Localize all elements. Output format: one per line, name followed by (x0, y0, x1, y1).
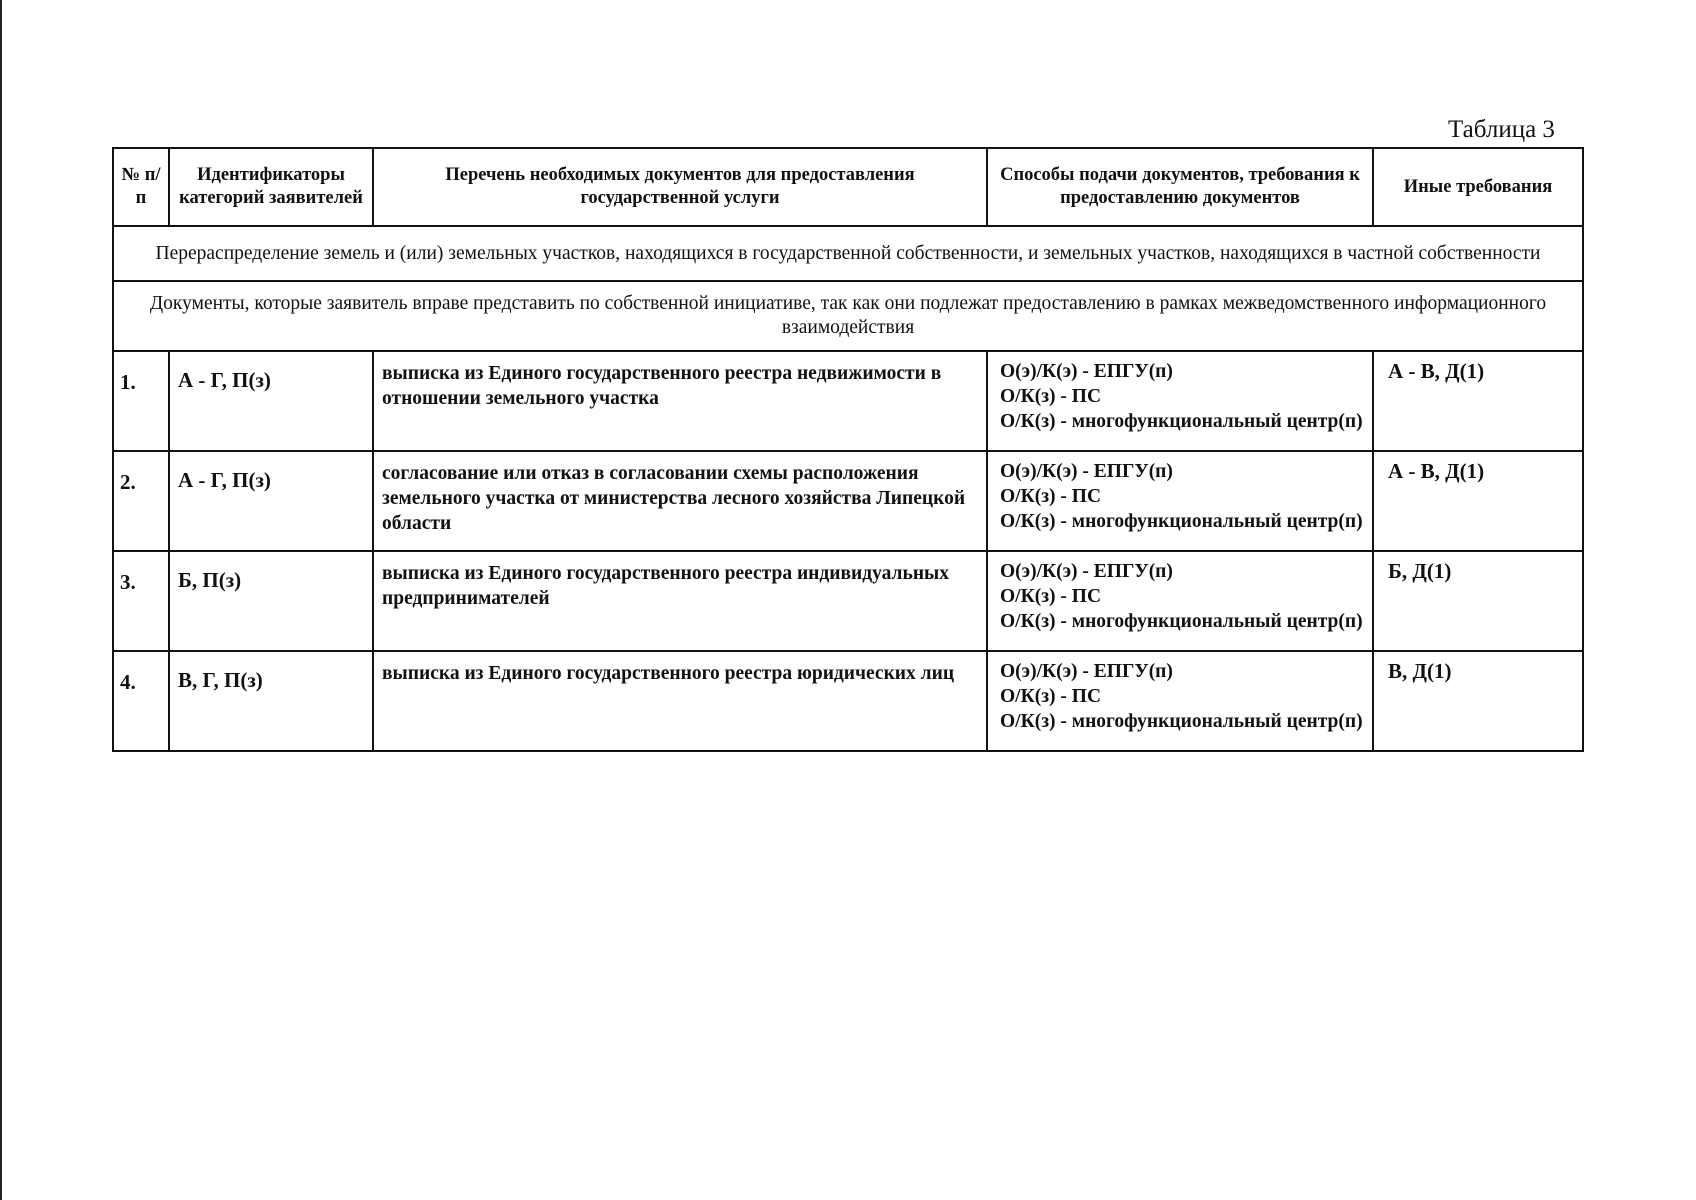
method-line: О/К(з) - ПС (1000, 686, 1102, 707)
table-row (113, 351, 1583, 451)
method-line: О(э)/К(э) - ЕПГУ(п) (1000, 461, 1173, 482)
method-line: О/К(з) - ПС (1000, 386, 1102, 407)
header-documents: Перечень необходимых документов для предоставления государственной услуги (373, 148, 987, 226)
row-submission-methods (987, 651, 1373, 751)
scan-edge-line (0, 0, 2, 1200)
section-title: Перераспределение земель и (или) земельных участков, находящихся в государственной собственности, и земельных участков, находящихся в частной собственности (113, 226, 1583, 281)
row-applicant-ids: Б, П(з) (169, 551, 373, 651)
table-row (113, 551, 1583, 651)
header-other-requirements: Иные требования (1373, 148, 1583, 226)
row-applicant-ids: А - Г, П(з) (169, 351, 373, 451)
subsection-title: Документы, которые заявитель вправе представить по собственной инициативе, так как они подлежат предоставлению в рамках межведомственного информационного взаимодействия (113, 281, 1583, 351)
method-line: О/К(з) - многофункциональный центр(п) (1000, 611, 1363, 632)
row-applicant-ids: А - Г, П(з) (169, 451, 373, 551)
subsection-row (113, 281, 1583, 351)
section-row (113, 226, 1583, 281)
row-document: выписка из Единого государственного реестра индивидуальных предпринимателей (373, 551, 987, 651)
row-number: 2. (113, 451, 169, 551)
row-other-requirements: В, Д(1) (1373, 651, 1583, 751)
method-line: О/К(з) - многофункциональный центр(п) (1000, 411, 1363, 432)
method-line: О/К(з) - ПС (1000, 586, 1102, 607)
row-number: 4. (113, 651, 169, 751)
method-line: О(э)/К(э) - ЕПГУ(п) (1000, 561, 1173, 582)
table-row (113, 451, 1583, 551)
header-num: № п/п (113, 148, 169, 226)
row-document: выписка из Единого государственного реестра недвижимости в отношении земельного участка (373, 351, 987, 451)
table-row (113, 651, 1583, 751)
table-caption: Таблица 3 (1448, 116, 1555, 143)
table-header-row (113, 148, 1583, 226)
row-document: согласование или отказ в согласовании схемы расположения земельного участка от министерства лесного хозяйства Липецкой области (373, 451, 987, 551)
row-document: выписка из Единого государственного реестра юридических лиц (373, 651, 987, 751)
method-line: О/К(з) - ПС (1000, 486, 1102, 507)
header-applicant-ids: Идентификаторы категорий заявителей (169, 148, 373, 226)
method-line: О/К(з) - многофункциональный центр(п) (1000, 511, 1363, 532)
method-line: О/К(з) - многофункциональный центр(п) (1000, 711, 1363, 732)
row-submission-methods (987, 351, 1373, 451)
row-submission-methods (987, 551, 1373, 651)
method-line: О(э)/К(э) - ЕПГУ(п) (1000, 361, 1173, 382)
row-other-requirements: А - В, Д(1) (1373, 451, 1583, 551)
row-applicant-ids: В, Г, П(з) (169, 651, 373, 751)
row-number: 1. (113, 351, 169, 451)
header-submission-methods: Способы подачи документов, требования к предоставлению документов (987, 148, 1373, 226)
method-line: О(э)/К(э) - ЕПГУ(п) (1000, 661, 1173, 682)
row-other-requirements: Б, Д(1) (1373, 551, 1583, 651)
row-number: 3. (113, 551, 169, 651)
requirements-table (112, 147, 1584, 752)
row-other-requirements: А - В, Д(1) (1373, 351, 1583, 451)
row-submission-methods (987, 451, 1373, 551)
